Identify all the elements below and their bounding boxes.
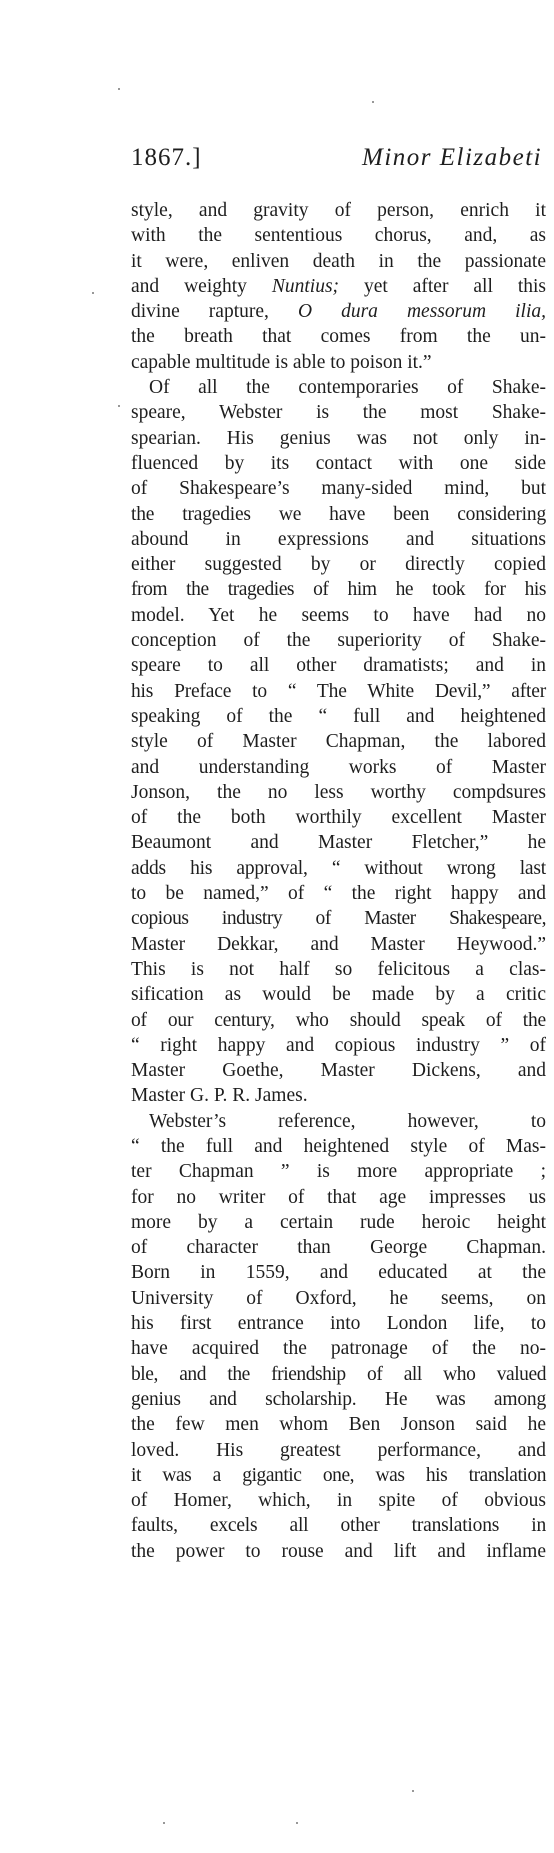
text-line: loved. His greatest performance, and [131,1439,546,1461]
text-line: of Shakespeare’s many-sided mind, but [131,478,546,500]
text-line: of our century, who should speak of the [131,1009,546,1031]
text-line: sification as would be made by a critic [131,984,546,1006]
text-line: abound in expressions and situations [131,528,546,550]
text-line: adds his approval, “ without wrong last [131,857,546,879]
text-line: with the sententious chorus, and, as [131,225,546,247]
text-line: model. Yet he seems to have had no [131,604,546,626]
text-line: of the both worthily excellent Master [131,807,546,829]
text-line: speare, Webster is the most Shake- [131,402,546,424]
scan-speck [118,405,120,407]
text-line: Master Goethe, Master Dickens, and [131,1060,546,1082]
scan-speck [412,1790,414,1792]
text-line: faults, excels all other translations in [131,1515,546,1537]
text-line: his Preface to “ The White Devil,” after [131,680,546,702]
text-line: “ right happy and copious industry ” of [131,1034,546,1056]
text-line: fluenced by its contact with one side [131,452,546,474]
scan-speck [118,88,120,90]
text-line: conception of the superiority of Shake- [131,630,546,652]
text-line: This is not half so felicitous a clas- [131,958,546,980]
text-line: of character than George Chapman. [131,1237,546,1259]
running-title: Minor Elizabeti [362,144,543,171]
text-line: divine rapture, O dura messorum ilia, [131,301,546,323]
scan-speck [163,1822,165,1824]
text-line: ter Chapman ” is more appropriate ; [131,1161,546,1183]
text-line: University of Oxford, he seems, on [131,1287,546,1309]
text-line: genius and scholarship. He was among [131,1388,546,1410]
text-line: the breath that comes from the un- [131,326,546,348]
text-line: speaking of the “ full and heightened [131,705,546,727]
text-line: and understanding works of Master [131,756,546,778]
text-line: have acquired the patronage of the no- [131,1338,546,1360]
text-line: Beaumont and Master Fletcher,” he [131,832,546,854]
text-line: style, and gravity of person, enrich it [131,200,546,221]
text-line: Jonson, the no less worthy compdsures [131,781,546,803]
running-header [131,144,554,176]
italic-phrase: Nuntius; [271,275,340,297]
text-line: it was a gigantic one, was his translation [131,1464,546,1486]
text-line: to be named,” of “ the right happy and [131,883,546,905]
scan-speck [296,1822,298,1824]
text-line: the few men whom Ben Jonson said he [131,1414,546,1436]
text-line: for no writer of that age impresses us [131,1186,546,1208]
scan-speck [92,292,94,294]
text-line: Master Dekkar, and Master Heywood.” [131,933,546,955]
page-year: 1867.] [131,144,202,171]
text-line: Webster’s reference, however, to [149,1110,546,1132]
text-line: ble, and the friendship of all who valued [131,1363,546,1385]
text-line: style of Master Chapman, the labored [131,731,546,753]
text-line: speare to all other dramatists; and in [131,655,546,677]
body-text [131,198,546,1564]
text-line: capable multitude is able to poison it.” [131,351,432,373]
text-line: his first entrance into London life, to [131,1313,546,1335]
text-line: from the tragedies of him he took for his [131,579,546,601]
italic-phrase: O dura messorum ilia, [297,301,546,323]
text-line: spearian. His genius was not only in- [131,427,546,449]
text-line: Master G. P. R. James. [131,1085,308,1107]
text-line: Of all the contemporaries of Shake- [149,377,546,399]
text-line: the tragedies we have been considering [131,503,546,525]
text-line: Born in 1559, and educated at the [131,1262,546,1284]
text-line: and weighty Nuntius; yet after all this [131,275,546,297]
scan-speck [372,101,374,103]
text-line: copious industry of Master Shakespeare, [131,908,546,930]
text-line: “ the full and heightened style of Mas- [131,1135,546,1157]
text-line: of Homer, which, in spite of obvious [131,1490,546,1512]
text-line: the power to rouse and lift and inflame [131,1540,546,1562]
text-line: it were, enliven death in the passionate [131,250,546,272]
text-line: more by a certain rude heroic height [131,1211,546,1233]
text-line: either suggested by or directly copied [131,554,546,576]
